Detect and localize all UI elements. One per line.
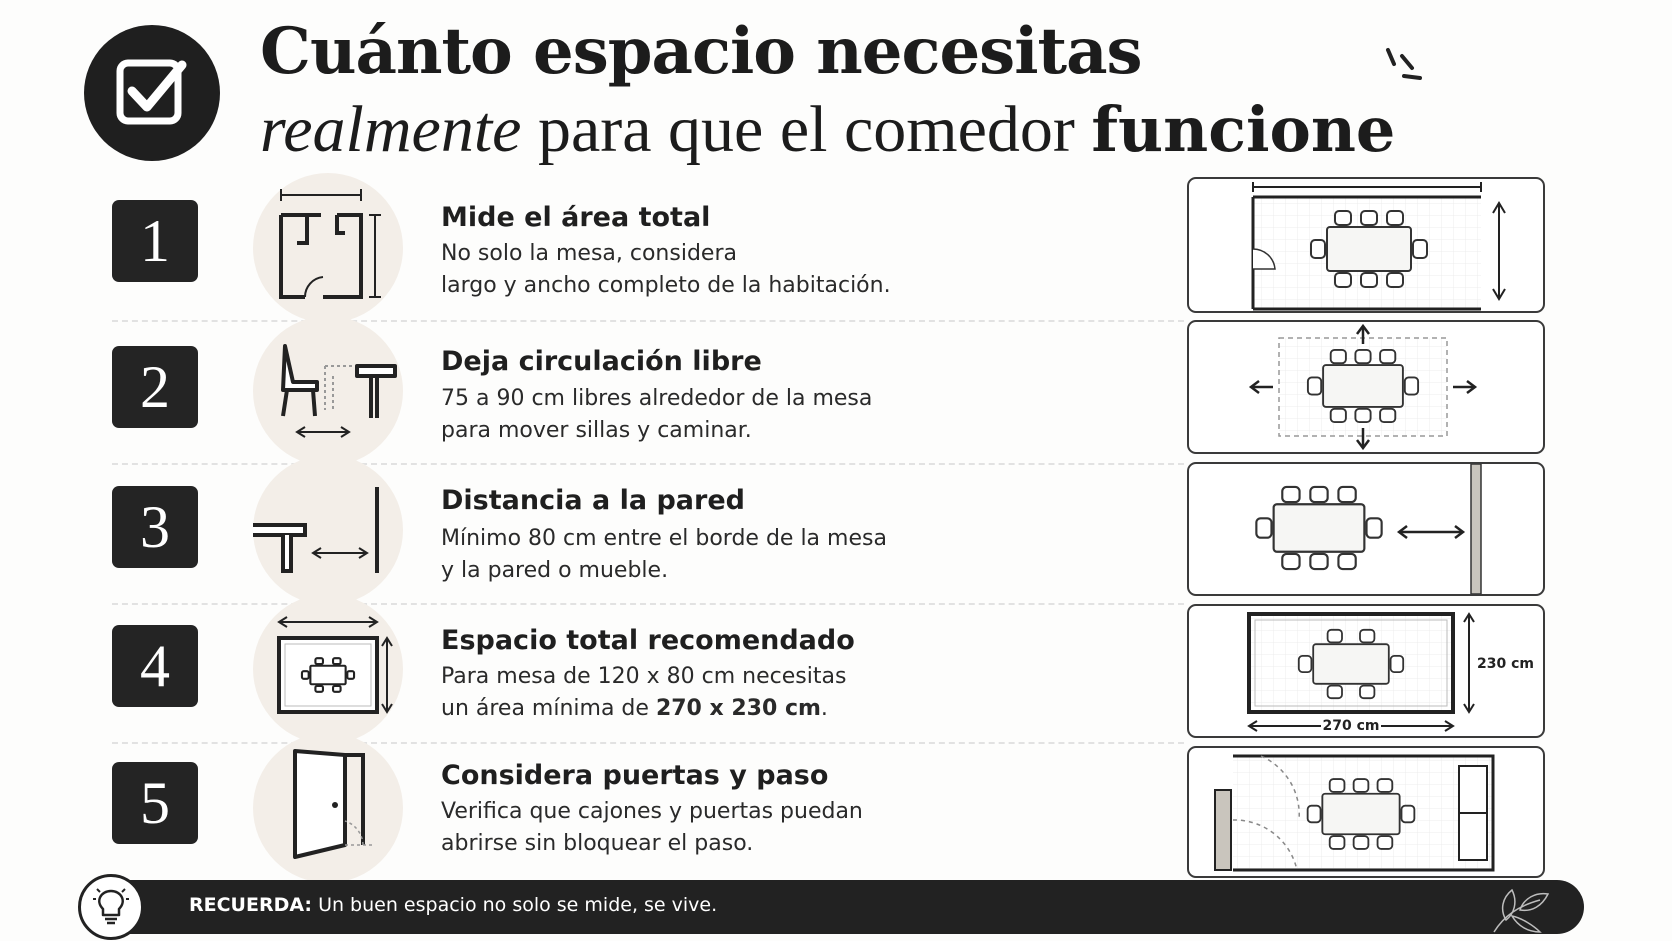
step-5-icon-wrap	[253, 733, 403, 883]
door-icon	[253, 733, 403, 883]
step-4-title: Espacio total recomendado	[441, 625, 855, 656]
step-4-line2-suffix: .	[820, 696, 828, 721]
reminder-text	[189, 894, 717, 916]
chair-table-icon	[253, 316, 403, 466]
step-4-diagram	[1187, 604, 1545, 738]
step-3-diagram	[1187, 462, 1545, 596]
reminder-label: RECUERDA:	[189, 894, 313, 916]
step-2-desc	[441, 383, 872, 447]
step-4-line1: Para mesa de 120 x 80 cm necesitas	[441, 664, 847, 689]
page-subtitle	[260, 92, 1395, 168]
step-1-title: Mide el área total	[441, 202, 711, 233]
step-2-title: Deja circulación libre	[441, 346, 762, 377]
subtitle-italic: realmente	[260, 93, 522, 166]
step-2-line1: 75 a 90 cm libres alrededor de la mesa	[441, 386, 873, 411]
step-4-line2-bold: 270 x 230 cm	[655, 696, 821, 721]
step-1-line2: largo y ancho completo de la habitación.	[441, 273, 891, 298]
step-1-icon-wrap	[253, 173, 403, 323]
step-2-line2: para mover sillas y caminar.	[441, 418, 752, 443]
step-3-desc	[441, 523, 887, 587]
checkmark-icon	[112, 53, 192, 133]
width-dim-label: 270 cm	[1322, 718, 1380, 734]
step-3-number: 3	[112, 486, 198, 568]
step-5-line2: abrirse sin bloquear el paso.	[441, 831, 754, 856]
height-dim-label: 230 cm	[1477, 656, 1534, 672]
step-2-icon-wrap	[253, 316, 403, 466]
step-3-title: Distancia a la pared	[441, 485, 745, 516]
step-4-number: 4	[112, 625, 198, 707]
step-5-diagram	[1187, 746, 1545, 878]
step-1-number: 1	[112, 200, 198, 282]
step-5-desc	[441, 796, 863, 860]
step-1-diagram	[1187, 177, 1545, 313]
step-4-icon-wrap	[253, 594, 403, 744]
table-wall-icon	[253, 455, 403, 605]
step-3-icon-wrap	[253, 455, 403, 605]
step-3-line1: Mínimo 80 cm entre el borde de la mesa	[441, 526, 887, 551]
reminder-message: Un buen espacio no solo se mide, se vive.	[312, 894, 718, 916]
step-4-desc	[441, 661, 846, 725]
step-2-number: 2	[112, 346, 198, 428]
step-4-line2-prefix: un área mínima de	[441, 696, 656, 721]
lightbulb-badge	[78, 874, 144, 940]
lightbulb-icon	[91, 885, 131, 929]
step-5-line1: Verifica que cajones y puertas puedan	[441, 799, 863, 824]
step-3-line2: y la pared o mueble.	[441, 558, 669, 583]
subtitle-bold: funcione	[1091, 93, 1396, 166]
subtitle-mid: para que el comedor	[521, 93, 1092, 166]
sparkle-icon	[1382, 46, 1422, 90]
step-5-title: Considera puertas y paso	[441, 760, 829, 791]
step-1-desc	[441, 238, 891, 302]
rug-table-icon	[253, 594, 403, 744]
step-5-number: 5	[112, 762, 198, 844]
leaf-icon	[1484, 880, 1554, 934]
step-1-line1: No solo la mesa, considera	[441, 241, 737, 266]
step-4-line2	[441, 693, 846, 725]
checkbox-badge	[84, 25, 220, 161]
step-2-diagram	[1187, 320, 1545, 454]
room-plan-icon	[253, 173, 403, 323]
page-title: Cuánto espacio necesitas	[260, 14, 1142, 89]
